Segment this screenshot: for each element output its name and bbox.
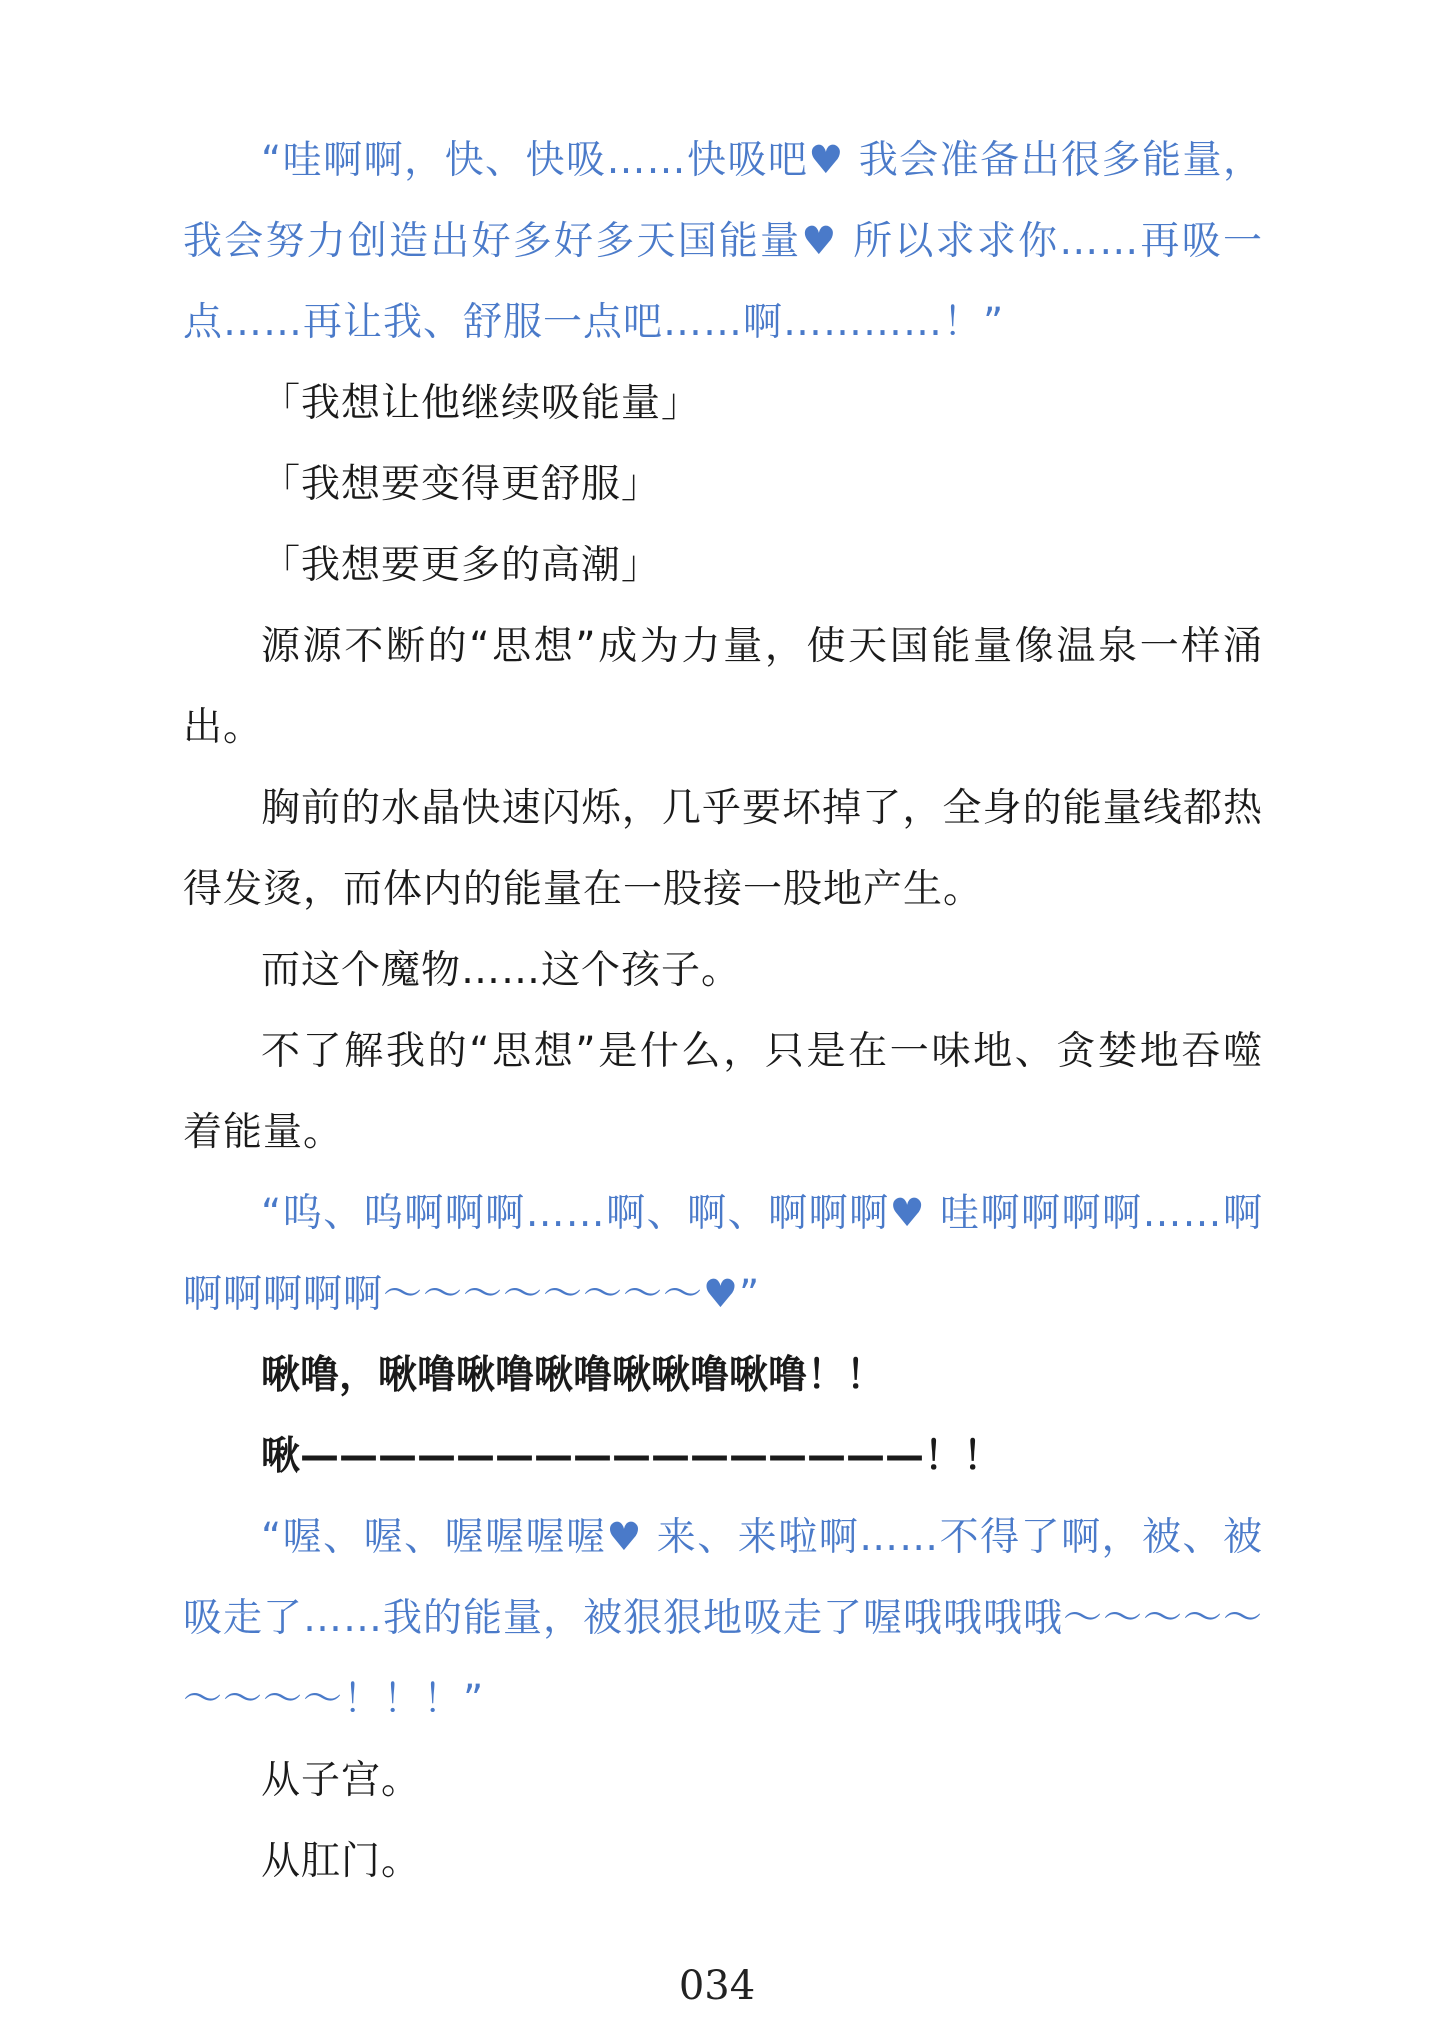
page-number: 034 (678, 1963, 756, 2009)
paragraph-narration-5: 从子宫。 (261, 1758, 422, 1803)
paragraph-narration-4: 不了解我的“思想”是什么，只是在一味地、贪婪地吞噬着能量。 (183, 1029, 1263, 1155)
paragraph-narration-3: 而这个魔物……这个孩子。 (261, 948, 742, 993)
paragraph-sfx-2: 啾————————————————！！ (261, 1434, 1003, 1479)
paragraph-dialog-2: “呜、呜啊啊啊……啊、啊、啊啊啊♥ 哇啊啊啊啊……啊啊啊啊啊啊～～～～～～～～♥” (183, 1191, 1263, 1317)
paragraph-dialog-3: “喔、喔、喔喔喔喔♥ 来、来啦啊……不得了啊，被、被吸走了……我的能量，被狠狠地吸走了喔哦哦哦哦～～～～～～～～～！！！” (183, 1515, 1264, 1722)
paragraph-thought-2: 「我想要变得更舒服」 (261, 462, 662, 507)
text-block (183, 120, 1263, 1902)
paragraph-narration-2: 胸前的水晶快速闪烁，几乎要坏掉了，全身的能量线都热得发烫，而体内的能量在一股接一股地产生。 (183, 786, 1263, 912)
paragraph-thought-3: 「我想要更多的高潮」 (261, 543, 662, 588)
paragraph-thought-1: 「我想让他继续吸能量」 (261, 381, 702, 426)
paragraph-dialog-1: “哇啊啊，快、快吸……快吸吧♥ 我会准备出很多能量，我会努力创造出好多好多天国能量♥ 所以求求你……再吸一点……再让我、舒服一点吧……啊…………！” (183, 138, 1263, 345)
paragraph-narration-6: 从肛门。 (261, 1839, 422, 1884)
paragraph-narration-1: 源源不断的“思想”成为力量，使天国能量像温泉一样涌出。 (183, 624, 1263, 750)
paragraph-sfx-1: 啾噜，啾噜啾噜啾噜啾啾噜啾噜！！ (261, 1353, 886, 1398)
